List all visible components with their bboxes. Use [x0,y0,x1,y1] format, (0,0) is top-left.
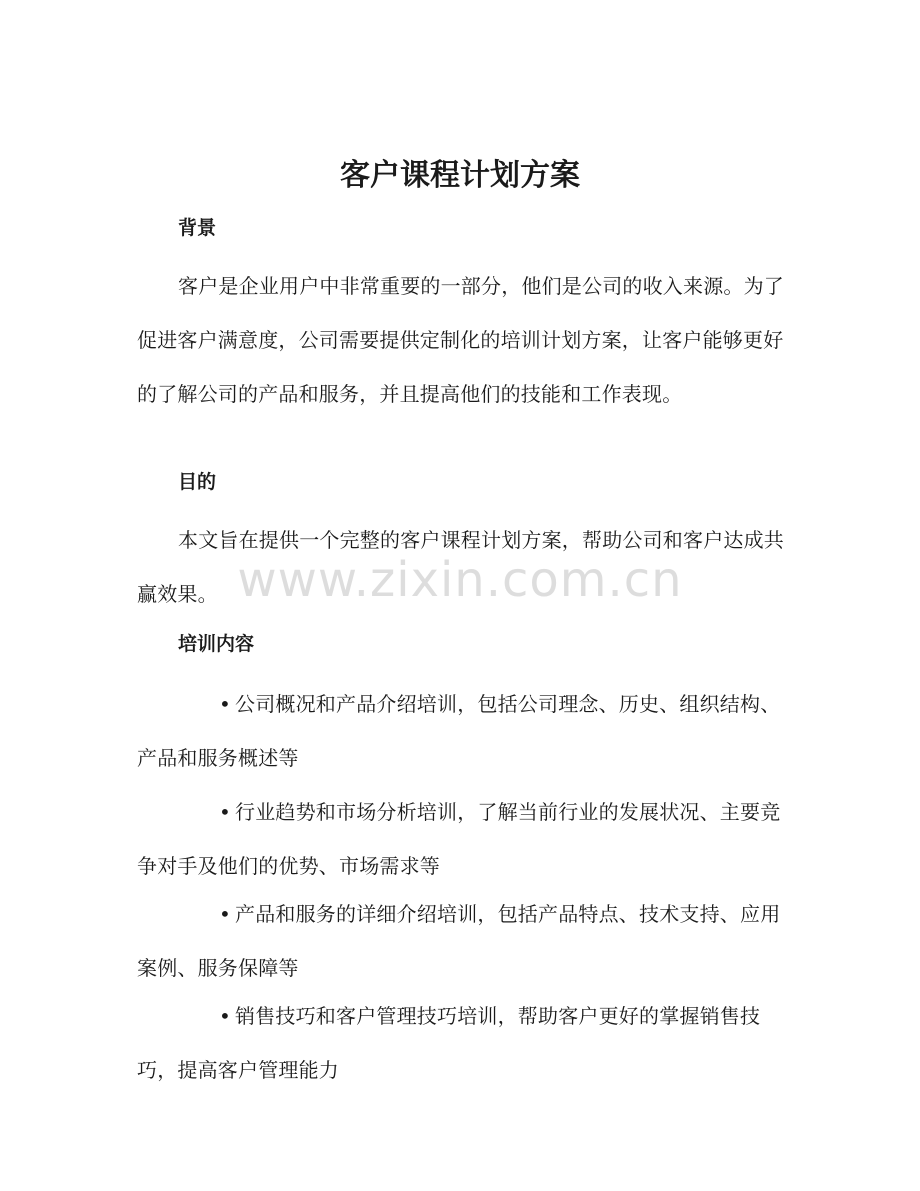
background-paragraph: 客户是企业用户中非常重要的一部分，他们是公司的收入来源。为了促进客户满意度，公司需要提供定制化的培训计划方案，让客户能够更好的了解公司的产品和服务，并且提高他们的技能和工作表现。 [137,274,784,406]
training-item [137,989,787,1097]
training-item-text: 公司概况和产品介绍培训，包括公司理念、历史、组织结构、产品和服务概述等 [137,692,781,770]
training-item-text: 产品和服务的详细介绍培训，包括产品特点、技术支持、应用案例、服务保障等 [137,902,781,980]
training-item [137,677,787,785]
training-item-text: 销售技巧和客户管理技巧培训，帮助客户更好的掌握销售技巧，提高客户管理能力 [137,1004,761,1082]
section-heading-training: 培训内容 [178,633,255,655]
bullet-icon: • [219,1004,231,1028]
document-title: 客户课程计划方案 [340,158,580,193]
purpose-paragraph: 本文旨在提供一个完整的客户课程计划方案，帮助公司和客户达成共赢效果。 [137,528,784,606]
training-item [137,887,787,995]
section-heading-background: 背景 [178,217,217,239]
training-item-text: 行业趋势和市场分析培训，了解当前行业的发展状况、主要竞争对手及他们的优势、市场需求等 [137,800,781,878]
bullet-icon: • [219,692,231,716]
bullet-icon: • [219,800,231,824]
bullet-icon: • [219,902,231,926]
training-item [137,785,787,893]
section-heading-purpose: 目的 [178,471,217,493]
watermark: www.zixin.com.cn [237,552,683,608]
